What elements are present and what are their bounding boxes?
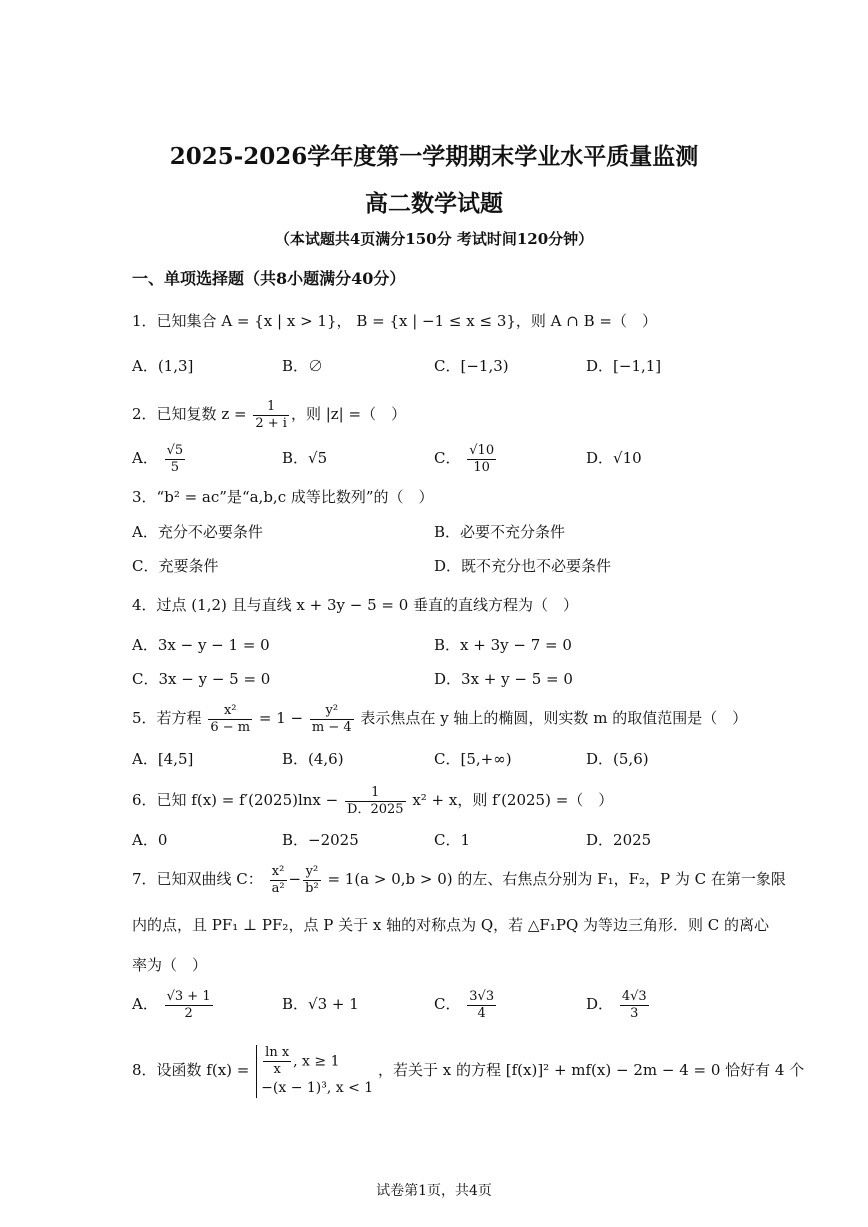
q2-a-num: √5 — [166, 442, 184, 458]
q3-option-d: D．既不充分也不必要条件 — [434, 557, 612, 575]
q5-fraction-2 — [310, 703, 354, 736]
q6-fraction — [345, 785, 406, 818]
q2-fraction-den: 2 + i — [255, 415, 287, 431]
q8-case-2: −(x − 1)³, x < 1 — [261, 1079, 374, 1096]
q7-n2: y² — [303, 864, 321, 881]
q4-option-c: C．3x − y − 5 = 0 — [132, 670, 271, 688]
question-1 — [132, 310, 657, 332]
question-6 — [132, 782, 613, 818]
question-8 — [132, 1040, 804, 1100]
q2-option-c — [434, 440, 498, 476]
q2-option-d: D．√10 — [586, 449, 642, 467]
q1-option-b: B．∅ — [282, 357, 324, 375]
q5-n2: y² — [310, 703, 354, 720]
q1-set-b: B = {x | −1 ≤ x ≤ 3} — [356, 312, 516, 330]
q8-piecewise — [256, 1045, 373, 1098]
q7-a-den: 2 — [184, 1005, 193, 1021]
q7-line-2: 内的点，且 PF₁ ⊥ PF₂，点 P 关于 x 轴的对称点为 Q，若 △F₁PQ 为等边三角形．则 C 的离心 — [132, 916, 770, 934]
q2-option-a-fraction — [165, 443, 186, 476]
question-2 — [132, 396, 406, 432]
q7-d1: a² — [271, 880, 285, 896]
q7-option-d-fraction — [620, 989, 649, 1022]
q7-c-num: 3√3 — [469, 988, 495, 1004]
q6-option-b: B．−2025 — [282, 831, 359, 849]
q5-n1: x² — [208, 703, 252, 720]
q2-option-b: B．√5 — [282, 449, 328, 467]
q2-option-a-label: A． — [132, 449, 158, 467]
q3-option-b: B．必要不充分条件 — [434, 523, 566, 541]
q6-rest: x² + x，则 f′(2025) =（ ） — [412, 791, 614, 809]
q8-case-1-fraction — [263, 1045, 291, 1078]
q8-rest: ，若关于 x 的方程 [f(x)]² + mf(x) − 2m − 4 = 0 恰好有 4 个 — [377, 1061, 805, 1079]
q3-option-c: C．充要条件 — [132, 557, 219, 575]
q5-d2: m − 4 — [311, 719, 352, 735]
q6-prefix: 6．已知 f(x) = f′(2025)lnx − — [132, 791, 339, 809]
q5-prefix: 5．若方程 — [132, 709, 202, 727]
q4-option-d: D．3x + y − 5 = 0 — [434, 670, 573, 688]
q7-option-a-fraction — [165, 989, 213, 1022]
q1-prefix: 1．已知集合 — [132, 312, 217, 330]
q1-ask: ，则 A ∩ B =（ ） — [515, 312, 657, 330]
q1-option-a: A．(1,3] — [132, 357, 194, 375]
q2-prefix: 2．已知复数 — [132, 405, 217, 423]
q5-option-a: A．[4,5] — [132, 750, 194, 768]
q1-option-d: D．[−1,1] — [586, 357, 662, 375]
q7-option-a-label: A． — [132, 995, 158, 1013]
q2-a-den: 5 — [170, 459, 180, 475]
q7-d-num: 4√3 — [621, 988, 647, 1004]
q4-option-b: B．x + 3y − 7 = 0 — [434, 636, 572, 654]
q5-mid: = 1 − — [258, 709, 304, 727]
question-7 — [132, 861, 786, 897]
q5-fraction-1 — [208, 703, 252, 736]
q7-d-den: 3 — [630, 1005, 639, 1021]
q1-sep: ， — [336, 312, 352, 330]
q2-fraction-num: 1 — [253, 399, 289, 416]
q5-option-d: D．(5,6) — [586, 750, 649, 768]
q2-option-c-fraction — [467, 443, 496, 476]
q5-option-c: C．[5,+∞) — [434, 750, 512, 768]
q7-rest: = 1(a > 0,b > 0) 的左、右焦点分别为 F₁，F₂，P 为 C 在第一象限 — [327, 870, 786, 888]
q7-prefix: 7．已知双曲线 C： — [132, 870, 263, 888]
q7-fraction-2 — [303, 864, 321, 897]
q8-case1-den: x — [273, 1061, 281, 1077]
q7-option-b: B．√3 + 1 — [282, 995, 359, 1013]
exam-title: 2025-2026学年度第一学期期末学业水平质量监测 — [169, 143, 699, 170]
question-5 — [132, 700, 747, 736]
q7-option-a — [132, 986, 215, 1022]
q5-d1: 6 − m — [210, 719, 251, 735]
q6-option-d: D．2025 — [586, 831, 652, 849]
q5-option-b: B．(4,6) — [282, 750, 344, 768]
question-4: 4．过点 (1,2) 且与直线 x + 3y − 5 = 0 垂直的直线方程为（ ） — [132, 596, 579, 614]
q6-option-c: C．1 — [434, 831, 471, 849]
q7-option-c-fraction — [467, 989, 496, 1022]
q8-case1-num: ln x — [265, 1044, 290, 1060]
q7-option-c — [434, 986, 498, 1022]
question-3: 3．“b² = ac”是“a,b,c 成等比数列”的（ ） — [132, 488, 434, 506]
q2-option-a — [132, 440, 187, 476]
q2-option-c-label: C． — [434, 449, 461, 467]
q8-prefix: 8．设函数 f(x) = — [132, 1061, 250, 1079]
q7-n1: x² — [270, 864, 287, 881]
q7-option-d-label: D． — [586, 995, 614, 1013]
q8-case-1 — [261, 1045, 373, 1078]
q2-lhs: z = — [221, 405, 247, 423]
q6-den: D．2025 — [347, 801, 404, 817]
q7-d2: b² — [305, 880, 319, 896]
q2-c-num: √10 — [469, 442, 495, 458]
exam-note: （本试题共4页满分150分 考试时间120分钟） — [274, 230, 594, 248]
q8-case1-cond: , x ≥ 1 — [293, 1053, 340, 1069]
q7-option-c-label: C． — [434, 995, 461, 1013]
q4-option-a: A．3x − y − 1 = 0 — [132, 636, 270, 654]
q6-option-a: A．0 — [132, 831, 168, 849]
q7-line-3: 率为（ ） — [132, 956, 208, 974]
q7-minus: − — [288, 870, 302, 888]
q2-ask: ，则 |z| =（ ） — [290, 405, 407, 423]
q6-num: 1 — [345, 785, 406, 802]
q2-c-den: 10 — [473, 459, 490, 475]
section-heading: 一、单项选择题（共8小题满分40分） — [132, 269, 406, 288]
q7-c-den: 4 — [477, 1005, 486, 1021]
q5-ask: 表示焦点在 y 轴上的椭圆，则实数 m 的取值范围是（ ） — [360, 709, 748, 727]
page-footer: 试卷第1页，共4页 — [376, 1183, 492, 1199]
q3-option-a: A．充分不必要条件 — [132, 523, 263, 541]
q7-option-d — [586, 986, 651, 1022]
q2-fraction — [253, 399, 289, 432]
q7-a-num: √3 + 1 — [166, 988, 211, 1004]
exam-subtitle: 高二数学试题 — [365, 190, 503, 217]
q7-fraction-1 — [270, 864, 287, 897]
q1-option-c: C．[−1,3) — [434, 357, 509, 375]
q1-set-a: A = {x | x > 1} — [221, 312, 337, 330]
